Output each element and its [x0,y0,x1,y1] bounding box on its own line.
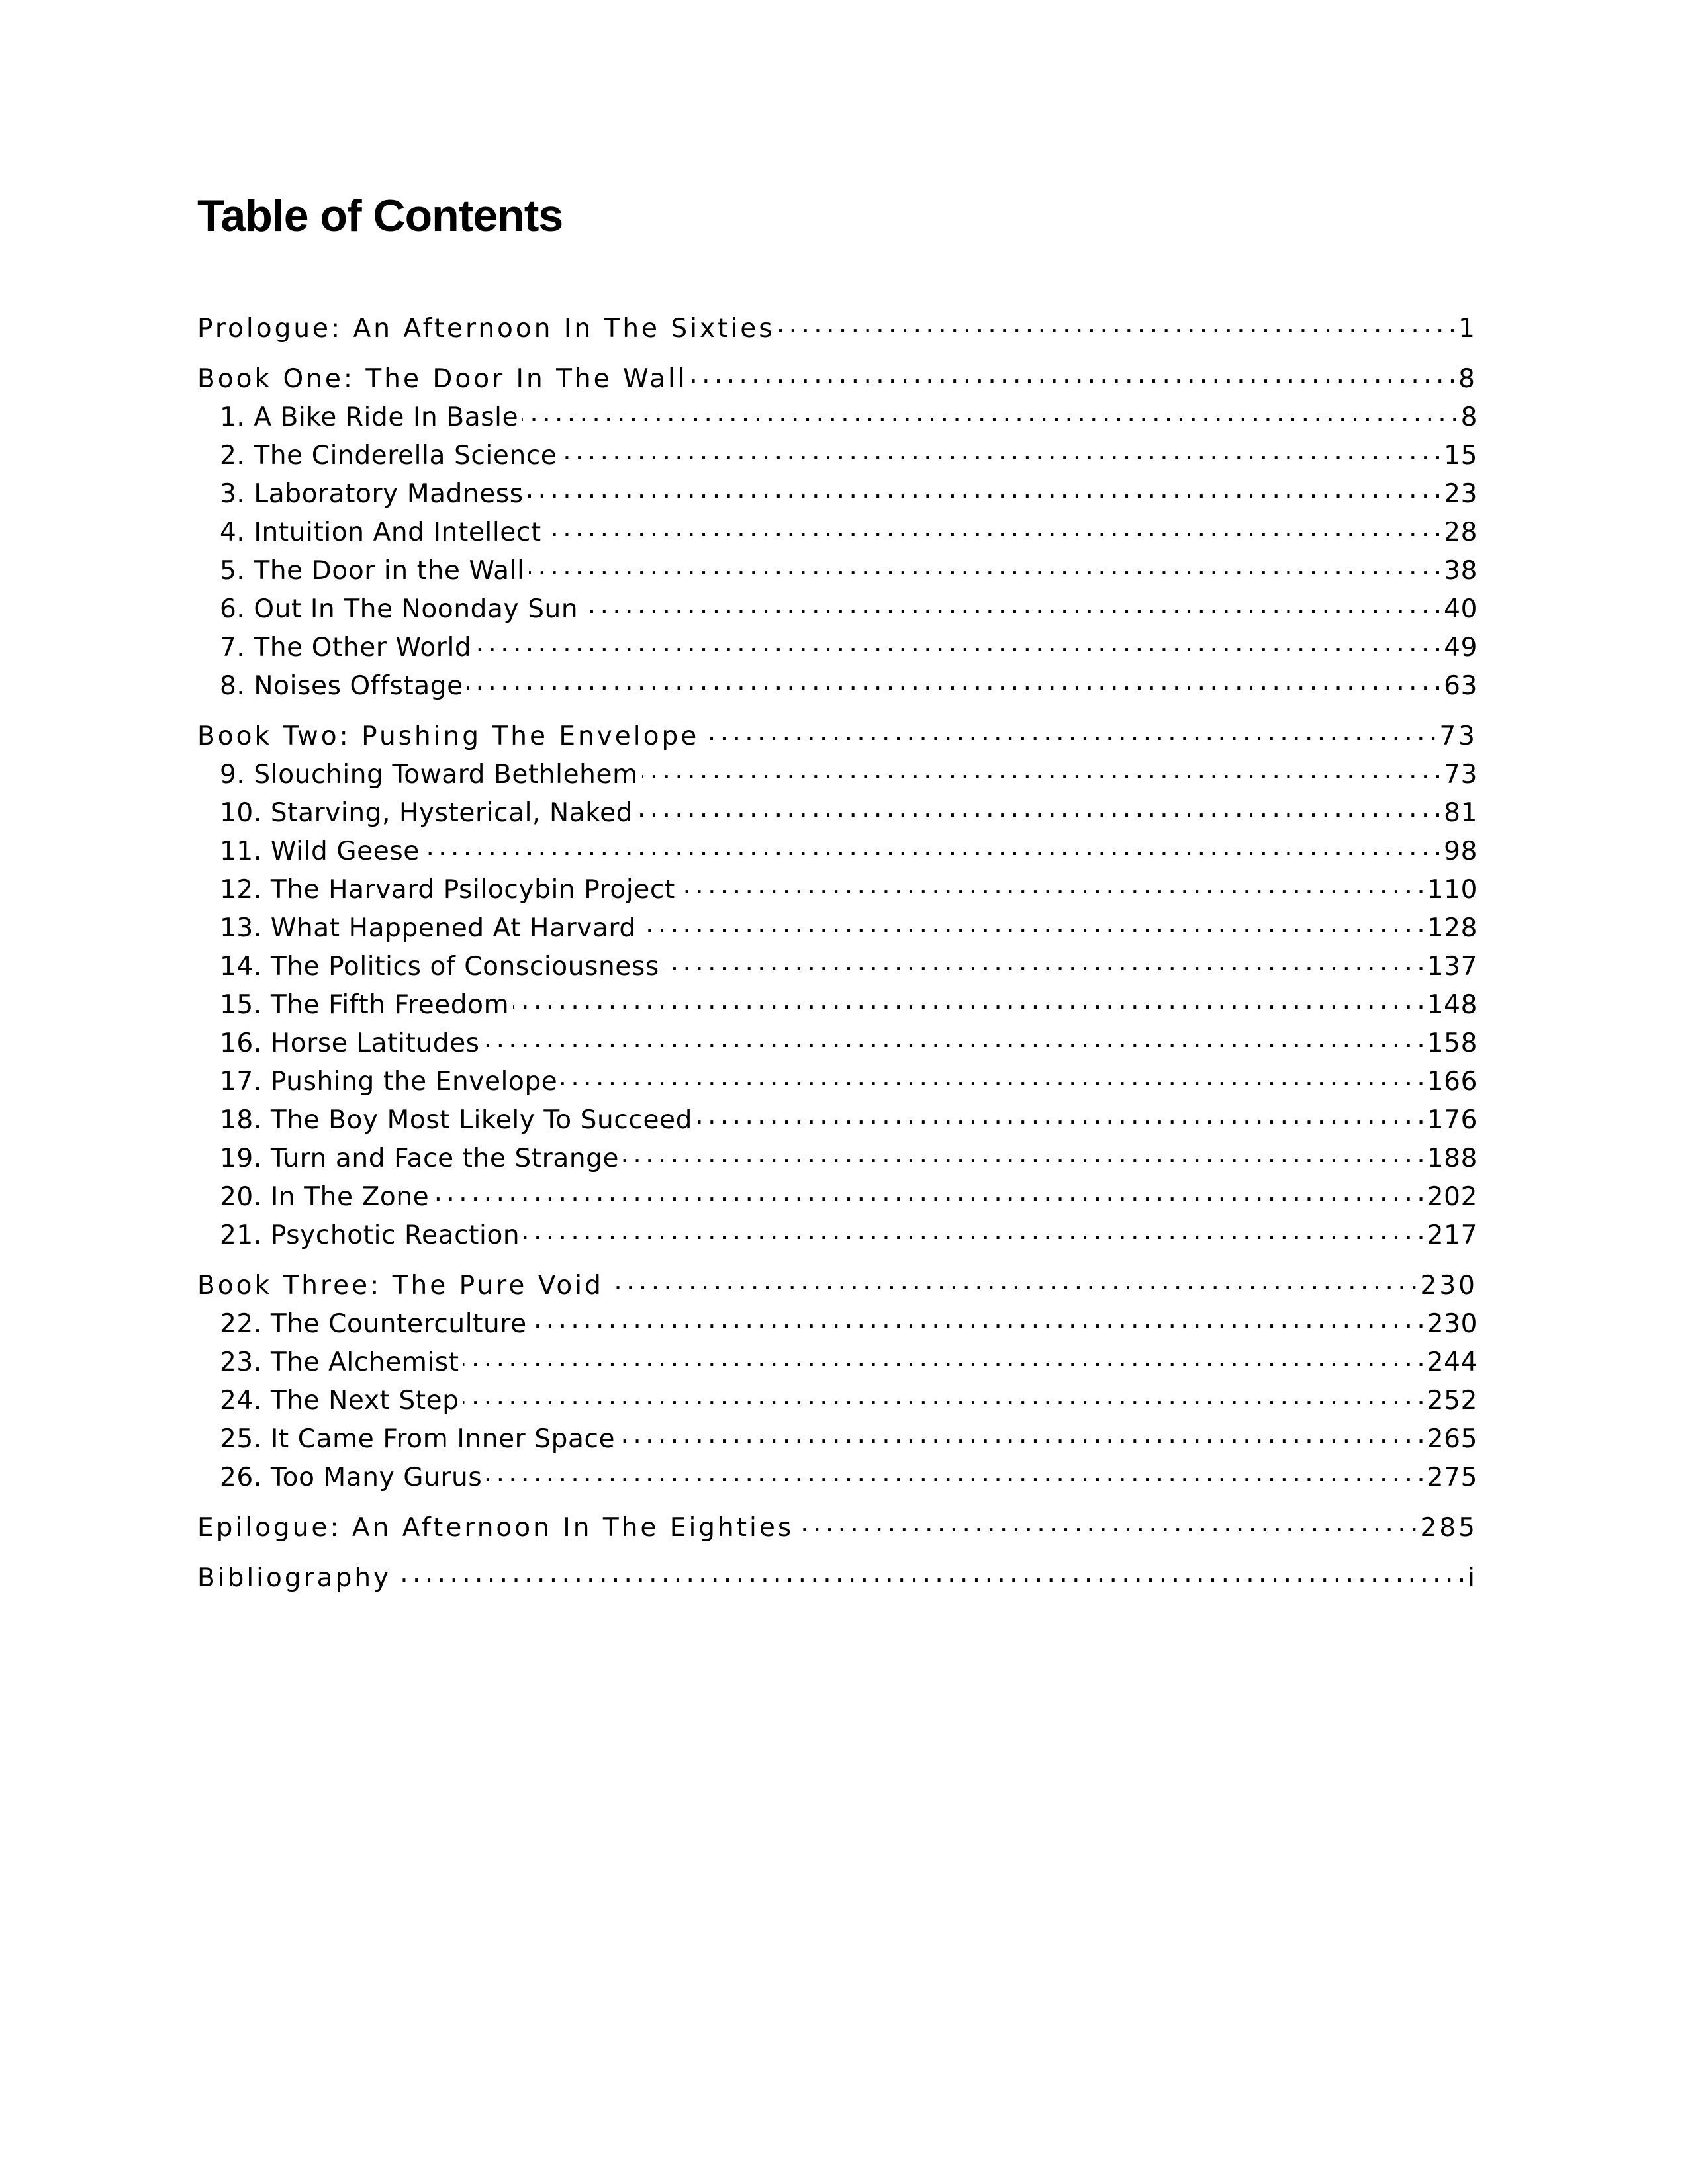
dot-leader [798,1510,1416,1536]
entry-page: 230 [1427,1309,1477,1339]
entry-label: 22. The Counterculture [220,1309,527,1339]
dot-leader [484,1026,1423,1052]
entry-label: 21. Psychotic Reaction [220,1220,520,1250]
entry-label: 18. The Boy Most Likely To Succeed [220,1105,692,1135]
toc-entry-chapter [197,553,1477,592]
toc-entry-chapter [197,911,1477,949]
page-title: Table of Contents [197,191,563,241]
toc-entry-chapter [197,477,1477,515]
entry-page: 63 [1444,671,1477,701]
toc-entry-chapter [197,1179,1477,1218]
entry-page: 188 [1427,1144,1477,1173]
toc-entry-chapter [197,1306,1477,1345]
dot-leader [582,592,1440,617]
toc-entry-chapter [197,668,1477,707]
entry-page: 217 [1427,1220,1477,1250]
entry-page: 15 [1444,441,1477,471]
dot-leader [545,515,1440,541]
entry-page: 137 [1427,952,1477,981]
entry-label: 2. The Cinderella Science [220,441,557,471]
entry-label: 24. The Next Step [220,1386,459,1416]
entry-page: 244 [1427,1347,1477,1377]
entry-page: 230 [1420,1271,1477,1300]
entry-page: i [1468,1563,1477,1593]
toc-entry-chapter [197,1064,1477,1103]
toc-entry-chapter [197,872,1477,911]
entry-label: 9. Slouching Toward Bethlehem [220,760,638,790]
entry-page: 73 [1444,760,1477,790]
entry-label: 10. Starving, Hysterical, Naked [220,798,633,828]
entry-page: 40 [1444,594,1477,624]
toc-entry-chapter [197,1141,1477,1179]
toc-entry-book-three [197,1268,1477,1306]
entry-label: 12. The Harvard Psilocybin Project [220,875,675,905]
dot-leader [486,1460,1423,1486]
entry-page: 98 [1444,837,1477,866]
dot-leader [524,1218,1423,1244]
entry-label: 20. In The Zone [220,1182,430,1212]
entry-label: 26. Too Many Gurus [220,1463,483,1492]
entry-label: 13. What Happened At Harvard [220,913,636,943]
toc-entry-chapter [197,438,1477,477]
toc-entry-chapter [197,1218,1477,1256]
entry-page: 23 [1444,479,1477,509]
entry-label: 1. A Bike Ride In Basle [220,402,519,432]
entry-label: Book Two: Pushing The Envelope [197,721,700,751]
entry-page: 148 [1427,990,1477,1020]
toc-entry-chapter [197,1460,1477,1498]
dot-leader [623,1141,1423,1167]
entry-page: 252 [1427,1386,1477,1416]
entry-page: 73 [1439,721,1477,751]
toc-entry-chapter [197,949,1477,987]
entry-page: 265 [1427,1424,1477,1454]
dot-leader [463,1383,1423,1409]
dot-leader [561,1064,1423,1090]
entry-label: 5. The Door in the Wall [220,556,525,586]
entry-label: 19. Turn and Face the Strange [220,1144,620,1173]
dot-leader [692,361,1454,387]
toc-entry-chapter [197,796,1477,834]
entry-page: 158 [1427,1028,1477,1058]
toc-entry-chapter [197,630,1477,668]
dot-leader [513,987,1423,1013]
toc-entry-epilogue [197,1510,1477,1549]
toc-entry-chapter [197,515,1477,553]
dot-leader [561,438,1440,464]
dot-leader [703,719,1435,745]
entry-page: 28 [1444,518,1477,547]
entry-label: 25. It Came From Inner Space [220,1424,616,1454]
entry-label: 3. Laboratory Madness [220,479,524,509]
entry-page: 38 [1444,556,1477,586]
dot-leader [531,1306,1423,1332]
entry-label: Prologue: An Afternoon In The Sixties [197,314,775,343]
entry-page: 1 [1458,314,1477,343]
entry-label: 16. Horse Latitudes [220,1028,480,1058]
dot-leader [663,949,1423,975]
dot-leader [696,1103,1423,1128]
dot-leader [640,911,1423,936]
entry-label: 6. Out In The Noonday Sun [220,594,579,624]
table-of-contents [197,311,1477,1599]
entry-page: 49 [1444,633,1477,662]
entry-label: 23. The Alchemist [220,1347,459,1377]
toc-entry-chapter [197,834,1477,872]
entry-label: 14. The Politics of Consciousness [220,952,659,981]
toc-entry-chapter [197,1026,1477,1064]
dot-leader [463,1345,1423,1371]
dot-leader [619,1422,1423,1447]
entry-page: 110 [1427,875,1477,905]
entry-label: 11. Wild Geese [220,837,420,866]
toc-entry-chapter [197,757,1477,796]
entry-page: 285 [1420,1513,1477,1543]
dot-leader [467,668,1440,694]
entry-page: 202 [1427,1182,1477,1212]
entry-label: 7. The Other World [220,633,472,662]
entry-label: 15. The Fifth Freedom [220,990,510,1020]
entry-page: 81 [1444,798,1477,828]
toc-entry-chapter [197,1383,1477,1422]
dot-leader [779,311,1455,337]
toc-entry-chapter [197,400,1477,438]
dot-leader [433,1179,1423,1205]
dot-leader [529,553,1440,579]
entry-page: 8 [1460,402,1477,432]
toc-entry-prologue [197,311,1477,349]
entry-label: 4. Intuition And Intellect [220,518,541,547]
entry-page: 8 [1458,364,1477,394]
toc-entry-book-two [197,719,1477,757]
dot-leader [522,400,1456,426]
dot-leader [642,757,1440,783]
entry-label: Epilogue: An Afternoon In The Eighties [197,1513,794,1543]
entry-label: 8. Noises Offstage [220,671,463,701]
toc-entry-chapter [197,592,1477,630]
dot-leader [395,1561,1464,1586]
toc-entry-chapter [197,1345,1477,1383]
entry-label: Book Three: The Pure Void [197,1271,604,1300]
dot-leader [608,1268,1417,1294]
toc-entry-bibliography [197,1561,1477,1599]
dot-leader [528,477,1440,502]
entry-label: Book One: The Door In The Wall [197,364,688,394]
dot-leader [424,834,1440,860]
entry-page: 176 [1427,1105,1477,1135]
dot-leader [637,796,1440,821]
toc-entry-book-one [197,361,1477,400]
dot-leader [475,630,1440,656]
entry-label: 17. Pushing the Envelope [220,1067,558,1097]
dot-leader [679,872,1423,898]
toc-entry-chapter [197,1103,1477,1141]
entry-page: 166 [1427,1067,1477,1097]
toc-entry-chapter [197,1422,1477,1460]
entry-page: 275 [1427,1463,1477,1492]
entry-label: Bibliography [197,1563,392,1593]
entry-page: 128 [1427,913,1477,943]
toc-entry-chapter [197,987,1477,1026]
